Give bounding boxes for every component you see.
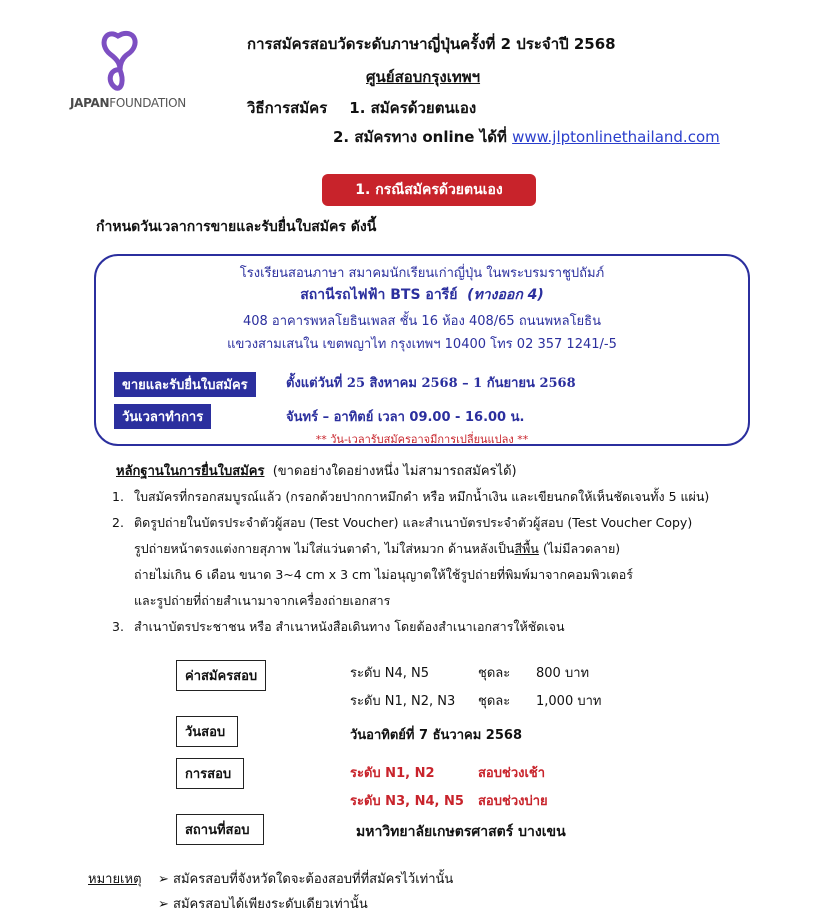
japan-foundation-logo: [70, 30, 186, 116]
station-name: สถานีรถไฟฟ้า BTS อารีย์: [300, 287, 458, 303]
fee-levels: ระดับ N1, N2, N3: [350, 694, 456, 709]
requirement-item-2-line-4: และรูปถ่ายที่ถ่ายสำเนามาจากเครื่องถ่ายเอกสาร: [134, 593, 391, 608]
requirement-text: สำเนาบัตรประชาชน หรือ สำเนาหนังสือเดินทาง โดยต้องสำเนาเอกสารให้ชัดเจน: [134, 619, 565, 634]
requirement-item-2-line-2: [112, 536, 802, 562]
method-option-1: 1. สมัครด้วยตนเอง: [349, 99, 477, 117]
fee-unit: ชุดละ: [478, 694, 511, 709]
fee-label: ค่าสมัครสอบ: [176, 660, 266, 691]
fee-row: [350, 662, 589, 683]
session-time: สอบช่วงบ่าย: [478, 794, 548, 809]
venue-station: [96, 284, 748, 306]
logo-wordmark: [70, 96, 186, 110]
schedule-heading: กำหนดวันเวลาการขายและรับยื่นใบสมัคร ดังนี้: [96, 219, 377, 235]
remark-item: ➢ สมัครสอบที่จังหวัดใดจะต้องสอบที่ที่สมัครไว้เท่านั้น: [158, 872, 454, 887]
requirement-number: 1.: [112, 489, 124, 504]
requirement-item-2-line-3: ถ่ายไม่เกิน 6 เดือน ขนาด 3~4 cm x 3 cm ไม่อนุญาตให้ใช้รูปถ่ายที่พิมพ์มาจากคอมพิวเตอร์: [134, 567, 633, 582]
requirement-item-3: [112, 614, 802, 640]
session-levels: ระดับ N1, N2: [350, 766, 435, 781]
fee-row: [350, 690, 601, 711]
butterfly-icon: [98, 30, 146, 92]
exam-session-label: การสอบ: [176, 758, 244, 789]
method-label: วิธีการสมัคร: [247, 99, 328, 117]
requirement-text: ติดรูปถ่ายในบัตรประจำตัวผู้สอบ (Test Voucher) และสำเนาบัตรประจำตัวผู้สอบ (Test Voucher Copy): [134, 515, 693, 530]
fee-unit: ชุดละ: [478, 666, 511, 681]
remarks-label: หมายเหตุ: [88, 872, 142, 887]
requirement-text: รูปถ่ายหน้าตรงแต่งกายสุภาพ ไม่ใส่แว่นตาดำ, ไม่ใส่หมวก ด้านหลังเป็น: [134, 541, 515, 556]
requirements-title: หลักฐานในการยื่นใบสมัคร: [116, 464, 265, 479]
sale-period-tag: ขายและรับยื่นใบสมัคร: [114, 372, 256, 397]
session-levels: ระดับ N3, N4, N5: [350, 794, 464, 809]
requirement-text: ใบสมัครที่กรอกสมบูรณ์แล้ว (กรอกด้วยปากกาหมึกดำ หรือ หมึกน้ำเงิน และเขียนกดให้เห็นชัดเจนทั้ง 5 แผ่น): [134, 489, 710, 504]
fee-price: 800 บาท: [536, 666, 590, 681]
requirement-number: 2.: [112, 515, 124, 530]
venue-school: โรงเรียนสอนภาษา สมาคมนักเรียนเก่าญี่ปุ่น ในพระบรมราชูปถัมภ์: [239, 266, 605, 281]
requirement-text: (ไม่มีลวดลาย): [538, 541, 621, 556]
requirement-item-2: [112, 510, 802, 536]
exam-center: ศูนย์สอบกรุงเทพฯ: [366, 68, 481, 86]
office-hours-tag: วันเวลาทำการ: [114, 404, 211, 429]
logo-brand-bold: JAPAN: [70, 96, 110, 110]
office-hours: จันทร์ – อาทิตย์ เวลา 09.00 - 16.00 น.: [286, 410, 525, 425]
venue-address-line-2: แขวงสามเสนใน เขตพญาไท กรุงเทพฯ 10400 โทร 02 357 1241/-5: [227, 337, 617, 352]
page-title: การสมัครสอบวัดระดับภาษาญี่ปุ่นครั้งที่ 2 ประจำปี 2568: [247, 35, 616, 53]
fee-price: 1,000 บาท: [536, 694, 602, 709]
requirements-note: (ขาดอย่างใดอย่างหนึ่ง ไม่สามารถสมัครได้): [272, 464, 517, 479]
method-option-2: [333, 125, 720, 149]
venue-info-box: [94, 254, 750, 446]
station-exit: (ทางออก 4): [467, 287, 544, 303]
exam-place-value: มหาวิทยาลัยเกษตรศาสตร์ บางเขน: [356, 824, 566, 840]
sale-period-dates: ตั้งแต่วันที่ 25 สิงหาคม 2568 – 1 กันยายน 2568: [286, 376, 576, 391]
method-option-2-text: 2. สมัครทาง online ได้ที่: [333, 128, 507, 146]
requirement-number: 3.: [112, 619, 124, 634]
exam-place-label: สถานที่สอบ: [176, 814, 264, 845]
fee-levels: ระดับ N4, N5: [350, 666, 430, 681]
requirement-item-1: [112, 484, 802, 510]
session-time: สอบช่วงเช้า: [478, 766, 546, 781]
logo-brand-thin: FOUNDATION: [109, 96, 186, 110]
schedule-change-note: ** วัน-เวลารับสมัครอาจมีการเปลี่ยนแปลง **: [315, 433, 529, 446]
exam-session-row: [350, 762, 545, 783]
exam-date-value: วันอาทิตย์ที่ 7 ธันวาคม 2568: [350, 728, 522, 743]
exam-date-label: วันสอบ: [176, 716, 238, 747]
exam-session-row: [350, 790, 548, 811]
venue-address-line-1: 408 อาคารพหลโยธินเพลส ชั้น 16 ห้อง 408/65 ถนนพหลโยธิน: [242, 314, 601, 329]
section-badge: 1. กรณีสมัครด้วยตนเอง: [322, 174, 536, 206]
requirements-list: [112, 484, 802, 640]
requirements-heading: [116, 460, 517, 481]
remark-item: ➢ สมัครสอบได้เพียงระดับเดียวเท่านั้น: [158, 897, 368, 912]
application-method: [247, 96, 476, 120]
requirement-emphasis: สีพื้น: [514, 541, 539, 556]
online-registration-link[interactable]: www.jlptonlinethailand.com: [512, 128, 720, 146]
